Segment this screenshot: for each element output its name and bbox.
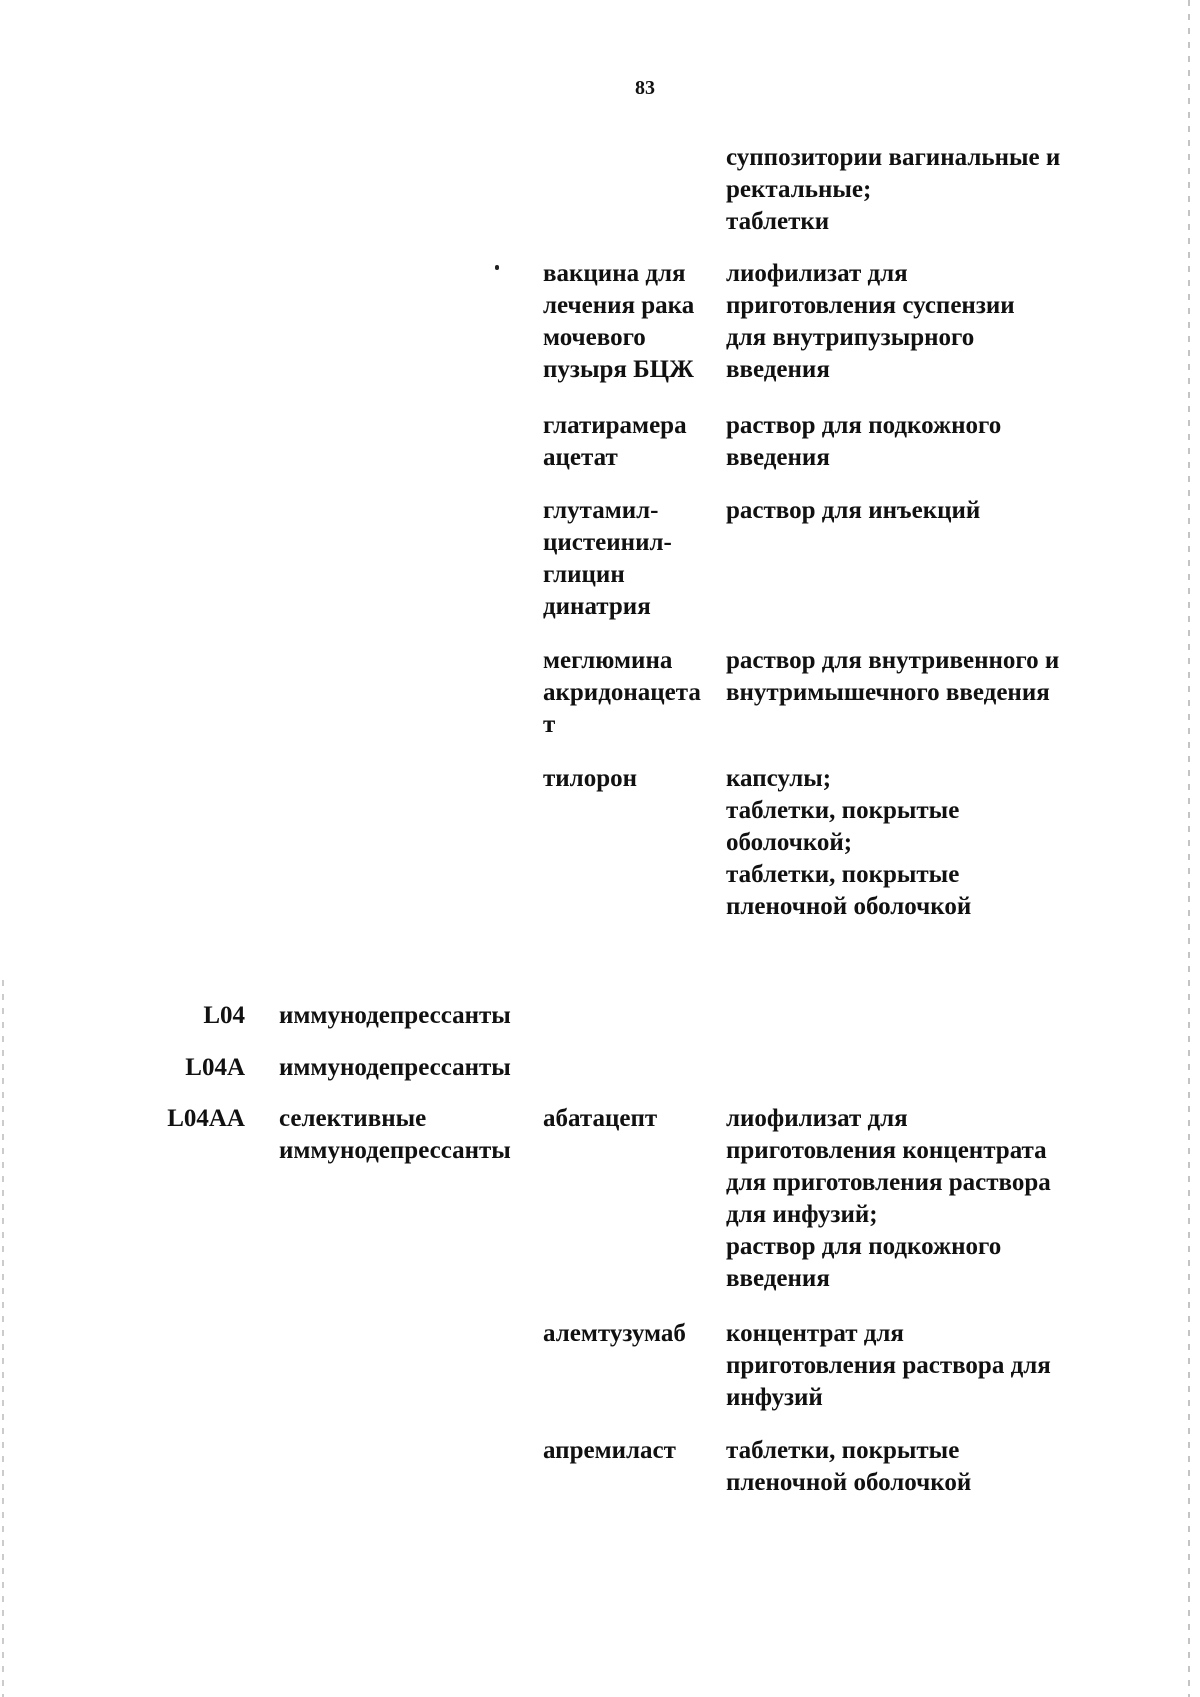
drug-forms: лиофилизат для приготовления суспензии для внутрипузырного введения — [726, 260, 1015, 383]
drug-forms: раствор для инъекций — [726, 497, 981, 524]
drug-name: алемтузумаб — [543, 1320, 686, 1347]
atc-code: L04 — [203, 1002, 245, 1029]
scan-edge-mark-left — [2, 980, 4, 1697]
atc-group-title: иммунодепрессанты — [279, 1002, 511, 1029]
atc-code: L04A — [185, 1054, 245, 1081]
atc-group-title: селективные иммунодепрессанты — [279, 1105, 511, 1164]
drug-name: меглюмина акридонацета т — [543, 647, 701, 738]
drug-forms: раствор для подкожного введения — [726, 412, 1002, 471]
drug-name: глатирамера ацетат — [543, 412, 687, 471]
continuation-forms: суппозитории вагинальные и ректальные; таблетки — [726, 144, 1061, 235]
drug-forms: таблетки, покрытые пленочной оболочкой — [726, 1437, 972, 1496]
drug-name: абатацепт — [543, 1105, 658, 1132]
scan-speck — [495, 265, 499, 270]
drug-forms: раствор для внутривенного и внутримышечного введения — [726, 647, 1060, 706]
atc-code: L04AA — [167, 1105, 245, 1132]
drug-name: вакцина для лечения рака мочевого пузыря БЦЖ — [543, 260, 695, 383]
page-number: 83 — [635, 77, 655, 99]
drug-forms: концентрат для приготовления раствора для инфузий — [726, 1320, 1051, 1411]
drug-name: тилорон — [543, 765, 638, 792]
drug-name: апремиласт — [543, 1437, 676, 1464]
atc-group-title: иммунодепрессанты — [279, 1054, 511, 1081]
scan-edge-mark-right — [1188, 0, 1190, 1697]
drug-forms: лиофилизат для приготовления концентрата для приготовления раствора для инфузий; раствор для подкожного введения — [726, 1105, 1051, 1292]
drug-name: глутамил- цистеинил- глицин динатрия — [543, 497, 672, 620]
drug-forms: капсулы; таблетки, покрытые оболочкой; таблетки, покрытые пленочной оболочкой — [726, 765, 972, 920]
